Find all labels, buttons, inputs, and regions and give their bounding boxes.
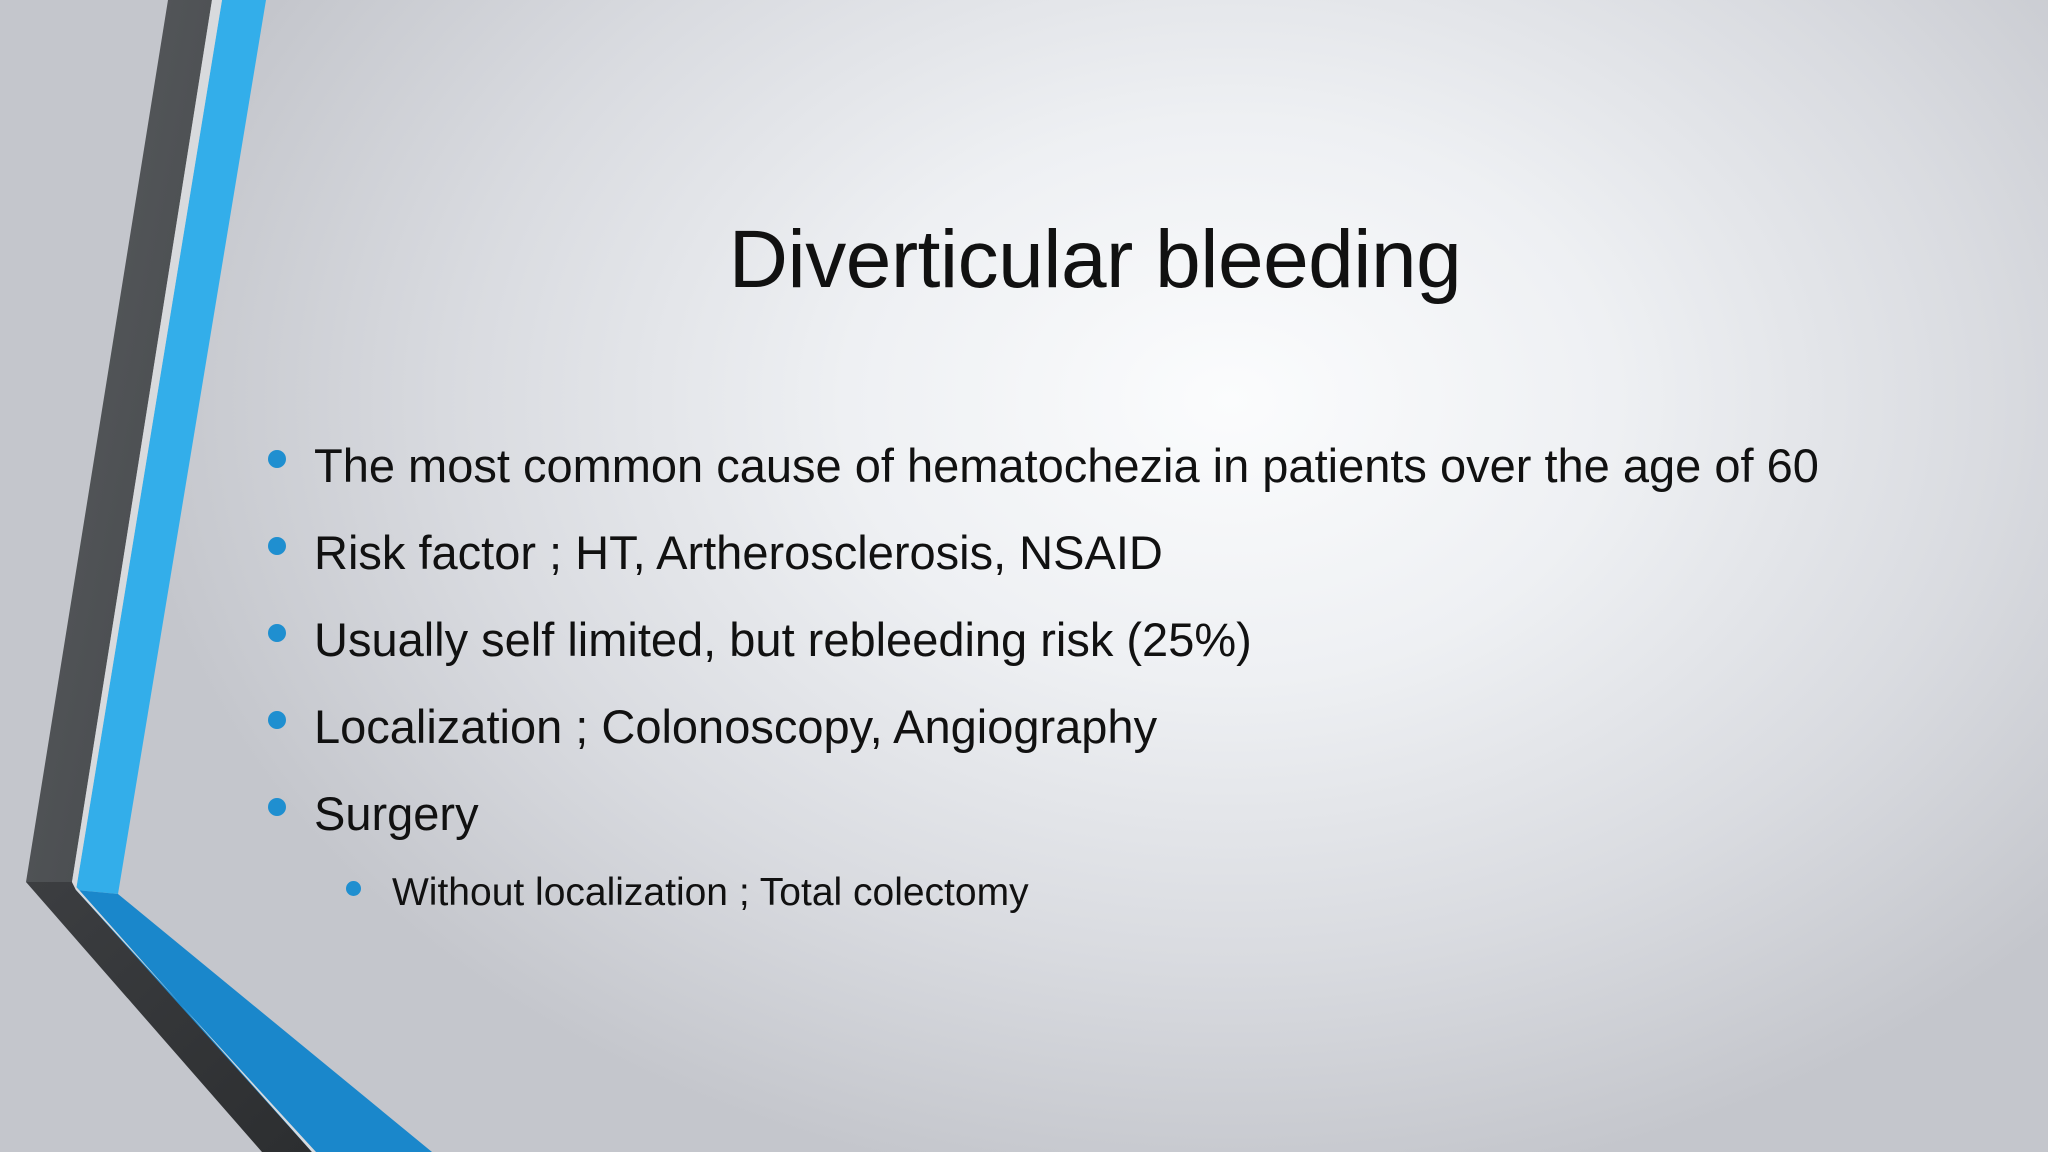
slide-title: Diverticular bleeding: [728, 214, 1462, 305]
sub-bullet-text: Without localization ; Total colectomy: [392, 871, 1029, 914]
bullet-dot-icon: [268, 798, 286, 816]
bullet-text: Risk factor ; HT, Artherosclerosis, NSAID: [314, 526, 1163, 579]
sub-bullet-item: [262, 857, 1902, 929]
bullet-text: Localization ; Colonoscopy, Angiography: [314, 700, 1158, 753]
bullet-dot-icon: [268, 624, 286, 642]
bullet-item: [262, 509, 1902, 596]
bullet-list: [262, 422, 1902, 929]
sub-bullet-dot-icon: [346, 881, 361, 896]
bullet-dot-icon: [268, 537, 286, 555]
bullet-item: [262, 770, 1902, 857]
bullet-item: [262, 422, 1902, 509]
bullet-dot-icon: [268, 711, 286, 729]
bullet-dot-icon: [268, 450, 286, 468]
bullet-text: The most common cause of hematochezia in patients over the age of 60: [314, 439, 1819, 492]
bullet-text: Surgery: [314, 787, 479, 840]
bullet-item: [262, 683, 1902, 770]
bullet-text: Usually self limited, but rebleeding risk (25%): [314, 613, 1252, 666]
bullet-item: [262, 596, 1902, 683]
